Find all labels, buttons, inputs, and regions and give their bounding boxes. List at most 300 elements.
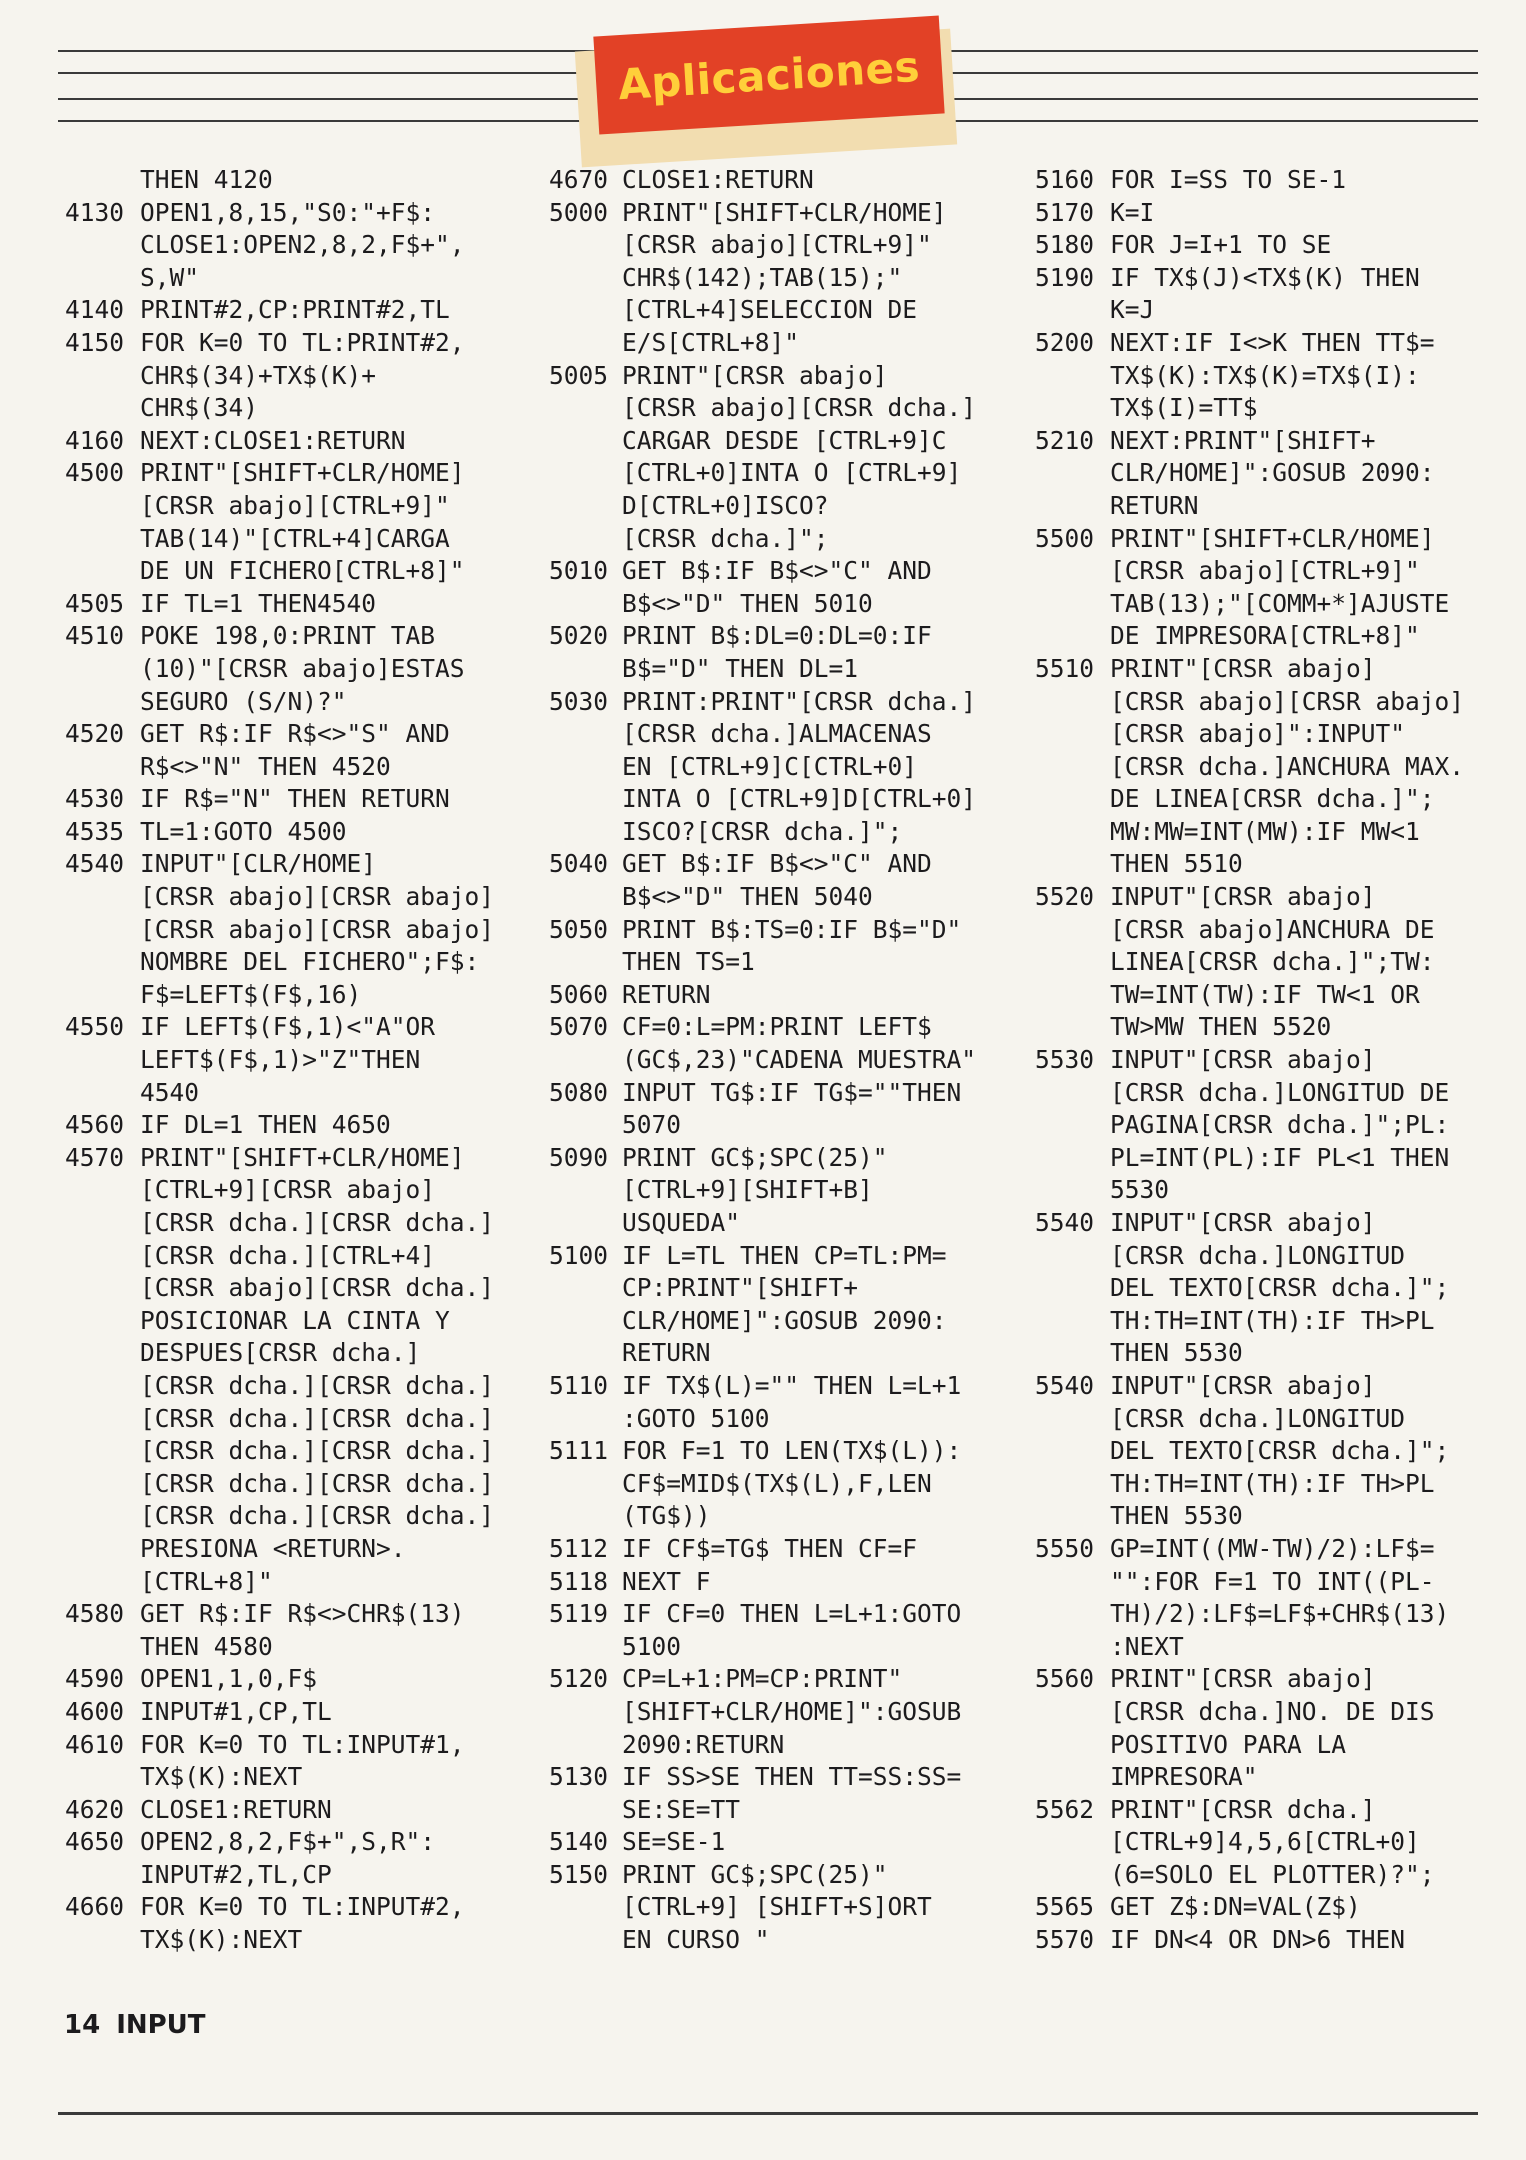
code-text: THEN 4120 [140, 165, 273, 194]
code-text: [CRSR abajo][CTRL+9]" [622, 230, 932, 260]
code-line [1016, 1631, 1464, 1664]
line-number [40, 1859, 124, 1892]
code-text: TAB(13);"[COMM+*]AJUSTE [1110, 588, 1450, 618]
listing-column-3 [1016, 164, 1464, 1957]
code-text: [CRSR dcha.]LONGITUD DE [1110, 1077, 1450, 1107]
line-number [40, 1207, 124, 1240]
line-number [526, 262, 608, 295]
line-number: 5540 [1034, 1370, 1094, 1400]
line-number: 5070 [548, 1012, 608, 1042]
code-line [1016, 457, 1464, 490]
code-text: INPUT"[CLR/HOME] [140, 849, 377, 879]
code-text: (GC$,23)"CADENA MUESTRA" [622, 1045, 977, 1075]
code-text: [CRSR dcha.][CRSR dcha.] [140, 1468, 495, 1498]
code-text: THEN 5530 [1110, 1338, 1243, 1368]
code-text: DE UN FICHERO[CTRL+8]" [140, 556, 465, 586]
code-line [526, 523, 976, 556]
code-line [1016, 523, 1464, 556]
code-line [526, 1891, 976, 1924]
code-line [40, 490, 494, 523]
code-text: [CTRL+9] [SHIFT+S]ORT [622, 1892, 932, 1922]
code-text: [CRSR dcha.]LONGITUD [1110, 1403, 1406, 1433]
code-text: PRINT"[CRSR abajo] [622, 360, 888, 390]
code-text: 5070 [622, 1110, 682, 1140]
code-line [1016, 1663, 1464, 1696]
code-text: TH:TH=INT(TH):IF TH>PL [1110, 1468, 1435, 1498]
code-text: :NEXT [1110, 1631, 1184, 1661]
line-number [1016, 620, 1094, 653]
line-number [1016, 1435, 1094, 1468]
code-text: [CRSR abajo][CTRL+9]" [1110, 556, 1420, 586]
code-line [40, 197, 494, 230]
code-text: TX$(K):NEXT [140, 1762, 303, 1792]
code-text: CARGAR DESDE [CTRL+9]C [622, 425, 947, 455]
code-line [526, 262, 976, 295]
code-text: RETURN [622, 979, 711, 1009]
code-text: [CRSR dcha.][CRSR dcha.] [140, 1501, 495, 1531]
line-number: 5170 [1034, 197, 1094, 227]
code-line [40, 1142, 494, 1175]
code-line [1016, 1533, 1464, 1566]
line-number [40, 686, 124, 719]
line-number [40, 946, 124, 979]
line-number [1016, 718, 1094, 751]
code-line [40, 718, 494, 751]
code-text: B$<>"D" THEN 5010 [622, 588, 873, 618]
line-number: 4540 [64, 849, 124, 879]
line-number: 5210 [1034, 425, 1094, 455]
code-line [1016, 1859, 1464, 1892]
line-number [40, 1566, 124, 1599]
code-text: EN CURSO " [622, 1925, 770, 1955]
line-number: 4590 [64, 1664, 124, 1694]
line-number: 4505 [64, 588, 124, 618]
code-text: FOR J=I+1 TO SE [1110, 230, 1332, 260]
code-text: FOR K=0 TO TL:INPUT#2, [140, 1892, 465, 1922]
line-number: 5112 [548, 1533, 608, 1563]
code-text: PRINT"[CRSR dcha.] [1110, 1794, 1376, 1824]
line-number [526, 392, 608, 425]
code-text: R$<>"N" THEN 4520 [140, 751, 391, 781]
line-number [526, 1403, 608, 1436]
code-line [526, 1859, 976, 1892]
code-text: [CRSR abajo][CTRL+9]" [140, 490, 450, 520]
code-line [40, 1109, 494, 1142]
code-text: SE=SE-1 [622, 1827, 726, 1857]
code-line [526, 1174, 976, 1207]
code-line [40, 229, 494, 262]
code-line [1016, 425, 1464, 458]
line-number: 5560 [1034, 1664, 1094, 1694]
code-line [1016, 946, 1464, 979]
code-line [40, 751, 494, 784]
line-number: 4550 [64, 1012, 124, 1042]
line-number: 4650 [64, 1827, 124, 1857]
code-text: RETURN [622, 1338, 711, 1368]
line-number [526, 523, 608, 556]
code-text: USQUEDA" [622, 1208, 741, 1237]
line-number [526, 816, 608, 849]
code-text: NEXT:IF I<>K THEN TT$= [1110, 327, 1435, 357]
line-number [1016, 1468, 1094, 1501]
code-line [1016, 164, 1464, 197]
code-line [1016, 1077, 1464, 1110]
line-number [526, 783, 608, 816]
line-number [1016, 979, 1094, 1012]
line-number [40, 164, 124, 197]
code-line [1016, 1826, 1464, 1859]
code-line [1016, 588, 1464, 621]
line-number [1016, 360, 1094, 393]
line-number [1016, 294, 1094, 327]
code-line [526, 1500, 976, 1533]
code-line [40, 1696, 494, 1729]
code-line [526, 490, 976, 523]
code-text: GET R$:IF R$<>"S" AND [140, 719, 450, 749]
line-number [40, 262, 124, 295]
code-line [40, 523, 494, 556]
code-line [40, 1207, 494, 1240]
code-text: OPEN1,1,0,F$ [140, 1664, 318, 1694]
line-number [40, 1924, 124, 1957]
page-footer [64, 2010, 206, 2040]
code-line [526, 425, 976, 458]
code-line [526, 718, 976, 751]
code-line [1016, 1174, 1464, 1207]
line-number: 4670 [548, 165, 608, 194]
page-number: 14 [64, 2010, 101, 2040]
line-number [1016, 1174, 1094, 1207]
code-line [1016, 1891, 1464, 1924]
line-number [1016, 1631, 1094, 1664]
code-text: PRINT B$:TS=0:IF B$="D" [622, 914, 962, 944]
line-number: 5160 [1034, 165, 1094, 194]
code-line [526, 1142, 976, 1175]
code-line [526, 1761, 976, 1794]
line-number [40, 881, 124, 914]
code-text: GET R$:IF R$<>CHR$(13) [140, 1599, 465, 1629]
line-number [1016, 1142, 1094, 1175]
code-line [40, 1011, 494, 1044]
code-text: DE LINEA[CRSR dcha.]"; [1110, 784, 1435, 814]
code-line [526, 1794, 976, 1827]
line-number: 4140 [64, 295, 124, 325]
line-number [526, 588, 608, 621]
line-number [526, 490, 608, 523]
line-number [526, 457, 608, 490]
code-text: [CTRL+0]INTA O [CTRL+9] [622, 458, 962, 488]
code-line [40, 1500, 494, 1533]
code-text: K=J [1110, 295, 1155, 325]
code-text: PRINT"[SHIFT+CLR/HOME] [1110, 523, 1435, 553]
line-number [40, 1077, 124, 1110]
code-text: [CRSR dcha.]ANCHURA MAX. [1110, 751, 1465, 781]
code-text: MW:MW=INT(MW):IF MW<1 [1110, 816, 1420, 846]
line-number: 5118 [548, 1566, 608, 1596]
code-text: IF L=TL THEN CP=TL:PM= [622, 1240, 947, 1270]
code-line [1016, 1403, 1464, 1436]
code-text: THEN 5530 [1110, 1501, 1243, 1531]
code-line [40, 946, 494, 979]
code-text: E/S[CTRL+8]" [622, 327, 800, 357]
code-line [526, 1207, 976, 1240]
code-text: PRINT"[SHIFT+CLR/HOME] [140, 1142, 465, 1172]
code-line [40, 1794, 494, 1827]
line-number [526, 881, 608, 914]
line-number: 4150 [64, 327, 124, 357]
code-line [1016, 1435, 1464, 1468]
code-line [526, 1468, 976, 1501]
code-text: INPUT#2,TL,CP [140, 1859, 332, 1889]
code-text: TX$(K):TX$(K)=TX$(I): [1110, 360, 1420, 390]
code-text: [CRSR dcha.][CRSR dcha.] [140, 1208, 495, 1237]
code-line [40, 686, 494, 719]
code-line [526, 294, 976, 327]
code-line [526, 1435, 976, 1468]
line-number: 4610 [64, 1729, 124, 1759]
code-text: IMPRESORA" [1110, 1762, 1258, 1792]
code-line [1016, 816, 1464, 849]
code-line [40, 620, 494, 653]
code-text: LEFT$(F$,1)>"Z"THEN [140, 1045, 421, 1075]
code-text: [CTRL+4]SELECCION DE [622, 295, 918, 325]
line-number [526, 1305, 608, 1338]
code-text: NEXT:PRINT"[SHIFT+ [1110, 425, 1376, 455]
line-number [1016, 555, 1094, 588]
code-text: [SHIFT+CLR/HOME]":GOSUB [622, 1696, 962, 1726]
line-number: 5200 [1034, 327, 1094, 357]
line-number [1016, 1403, 1094, 1436]
line-number: 5500 [1034, 523, 1094, 553]
line-number [40, 1533, 124, 1566]
line-number [526, 1891, 608, 1924]
code-text: INPUT"[CRSR abajo] [1110, 1208, 1376, 1237]
code-text: 2090:RETURN [622, 1729, 785, 1759]
line-number [40, 523, 124, 556]
line-number [40, 1174, 124, 1207]
code-line [526, 653, 976, 686]
code-text: OPEN2,8,2,F$+",S,R": [140, 1827, 436, 1857]
code-text: NEXT:CLOSE1:RETURN [140, 425, 406, 455]
code-line [526, 848, 976, 881]
code-text: INPUT"[CRSR abajo] [1110, 882, 1376, 912]
line-number [40, 1370, 124, 1403]
code-line [40, 1891, 494, 1924]
code-line [1016, 1761, 1464, 1794]
line-number: 5150 [548, 1859, 608, 1889]
code-text: B$<>"D" THEN 5040 [622, 882, 873, 912]
line-number [1016, 1859, 1094, 1892]
code-line [1016, 686, 1464, 719]
code-line [1016, 262, 1464, 295]
code-line [526, 979, 976, 1012]
line-number [526, 751, 608, 784]
code-line [40, 1924, 494, 1957]
code-text: SEGURO (S/N)?" [140, 686, 347, 716]
code-text: TAB(14)"[CTRL+4]CARGA [140, 523, 450, 553]
line-number [40, 653, 124, 686]
line-number [1016, 1729, 1094, 1762]
code-line [40, 816, 494, 849]
line-number: 5520 [1034, 882, 1094, 912]
code-text: PRINT B$:DL=0:DL=0:IF [622, 621, 932, 651]
line-number [1016, 816, 1094, 849]
code-text: [CRSR dcha.][CRSR dcha.] [140, 1403, 495, 1433]
line-number [526, 1109, 608, 1142]
code-line [40, 1337, 494, 1370]
code-line [526, 1598, 976, 1631]
code-text: CHR$(142);TAB(15);" [622, 262, 903, 292]
code-line [40, 1305, 494, 1338]
line-number [526, 1337, 608, 1370]
code-text: (10)"[CRSR abajo]ESTAS [140, 653, 465, 683]
code-text: TW>MW THEN 5520 [1110, 1012, 1332, 1042]
line-number: 5190 [1034, 262, 1094, 292]
code-text: INTA O [CTRL+9]D[CTRL+0] [622, 784, 977, 814]
code-text: [CRSR abajo]":INPUT" [1110, 719, 1406, 749]
line-number [40, 1631, 124, 1664]
code-text: FOR I=SS TO SE-1 [1110, 165, 1347, 194]
code-text: TH:TH=INT(TH):IF TH>PL [1110, 1305, 1435, 1335]
line-number [1016, 1240, 1094, 1273]
code-line [1016, 1240, 1464, 1273]
code-line [1016, 294, 1464, 327]
code-line [1016, 620, 1464, 653]
code-line [1016, 229, 1464, 262]
code-text: IF CF=0 THEN L=L+1:GOTO [622, 1599, 962, 1629]
line-number [1016, 1500, 1094, 1533]
code-text: SE:SE=TT [622, 1794, 741, 1824]
code-text: GET B$:IF B$<>"C" AND [622, 849, 932, 879]
line-number [1016, 1077, 1094, 1110]
line-number: 4510 [64, 621, 124, 651]
line-number [1016, 686, 1094, 719]
code-line [40, 1566, 494, 1599]
line-number: 5540 [1034, 1208, 1094, 1237]
code-line [1016, 1011, 1464, 1044]
line-number [40, 1272, 124, 1305]
code-text: POSITIVO PARA LA [1110, 1729, 1347, 1759]
line-number: 5005 [548, 360, 608, 390]
line-number: 5550 [1034, 1533, 1094, 1563]
line-number [526, 1500, 608, 1533]
code-line [40, 588, 494, 621]
code-text: GP=INT((MW-TW)/2):LF$= [1110, 1533, 1435, 1563]
code-text: [CRSR dcha.]"; [622, 523, 829, 553]
code-line [40, 1631, 494, 1664]
code-text: CLOSE1:RETURN [622, 165, 814, 194]
code-text: PRINT GC$;SPC(25)" [622, 1859, 888, 1889]
code-text: PL=INT(PL):IF PL<1 THEN [1110, 1142, 1450, 1172]
code-line [40, 1240, 494, 1273]
code-line [1016, 1109, 1464, 1142]
code-line [40, 392, 494, 425]
line-number: 5100 [548, 1240, 608, 1270]
code-text: TX$(K):NEXT [140, 1925, 303, 1955]
code-text: IF CF$=TG$ THEN CF=F [622, 1533, 918, 1563]
line-number [1016, 1826, 1094, 1859]
line-number [40, 490, 124, 523]
code-text: THEN TS=1 [622, 947, 755, 977]
code-text: EN [CTRL+9]C[CTRL+0] [622, 751, 918, 781]
line-number [1016, 848, 1094, 881]
code-text: TL=1:GOTO 4500 [140, 816, 347, 846]
line-number [40, 751, 124, 784]
code-line [40, 1598, 494, 1631]
code-line [1016, 1207, 1464, 1240]
code-line [526, 751, 976, 784]
line-number: 5000 [548, 197, 608, 227]
code-text: NOMBRE DEL FICHERO";F$: [140, 947, 480, 977]
code-line [526, 946, 976, 979]
line-number: 5111 [548, 1436, 608, 1466]
code-line [40, 1174, 494, 1207]
code-text: CHR$(34) [140, 393, 259, 423]
code-line [526, 457, 976, 490]
code-text: PAGINA[CRSR dcha.]";PL: [1110, 1110, 1450, 1140]
code-text: LINEA[CRSR dcha.]";TW: [1110, 947, 1435, 977]
code-text: PRINT#2,CP:PRINT#2,TL [140, 295, 450, 325]
code-line [40, 425, 494, 458]
code-line [1016, 1729, 1464, 1762]
code-text: [CRSR dcha.]ALMACENAS [622, 719, 932, 749]
line-number: 4160 [64, 425, 124, 455]
code-line [526, 555, 976, 588]
line-number: 4500 [64, 458, 124, 488]
line-number [1016, 1109, 1094, 1142]
line-number [1016, 490, 1094, 523]
code-text: FOR K=0 TO TL:INPUT#1, [140, 1729, 465, 1759]
code-text: DEL TEXTO[CRSR dcha.]"; [1110, 1436, 1450, 1466]
code-text: CLOSE1:OPEN2,8,2,F$+", [140, 230, 465, 260]
code-text: [CTRL+9][SHIFT+B] [622, 1175, 873, 1205]
line-number [526, 1794, 608, 1827]
line-number: 4130 [64, 197, 124, 227]
line-number [526, 1729, 608, 1762]
code-text: [CRSR dcha.][CRSR dcha.] [140, 1370, 495, 1400]
code-line [1016, 1272, 1464, 1305]
line-number [526, 1631, 608, 1664]
line-number: 5130 [548, 1762, 608, 1792]
code-text: IF DL=1 THEN 4650 [140, 1110, 391, 1140]
code-line [526, 1240, 976, 1273]
line-number: 5050 [548, 914, 608, 944]
line-number [1016, 1598, 1094, 1631]
line-number: 5510 [1034, 653, 1094, 683]
section-title: Aplicaciones [616, 41, 922, 109]
code-line [526, 164, 976, 197]
line-number: 5110 [548, 1370, 608, 1400]
code-text: OPEN1,8,15,"S0:"+F$: [140, 197, 436, 227]
line-number: 5565 [1034, 1892, 1094, 1922]
code-text: POKE 198,0:PRINT TAB [140, 621, 436, 651]
code-text: [CTRL+8]" [140, 1566, 273, 1596]
code-line [40, 1468, 494, 1501]
line-number [1016, 751, 1094, 784]
line-number: 5570 [1034, 1925, 1094, 1955]
line-number: 5040 [548, 849, 608, 879]
code-line [1016, 783, 1464, 816]
code-line [526, 686, 976, 719]
line-number: 5119 [548, 1599, 608, 1629]
code-text: F$=LEFT$(F$,16) [140, 979, 362, 1009]
code-text: INPUT TG$:IF TG$=""THEN [622, 1077, 962, 1107]
code-text: PRINT"[SHIFT+CLR/HOME] [622, 197, 947, 227]
line-number [526, 1468, 608, 1501]
code-line [1016, 197, 1464, 230]
code-line [40, 848, 494, 881]
code-line [1016, 1044, 1464, 1077]
